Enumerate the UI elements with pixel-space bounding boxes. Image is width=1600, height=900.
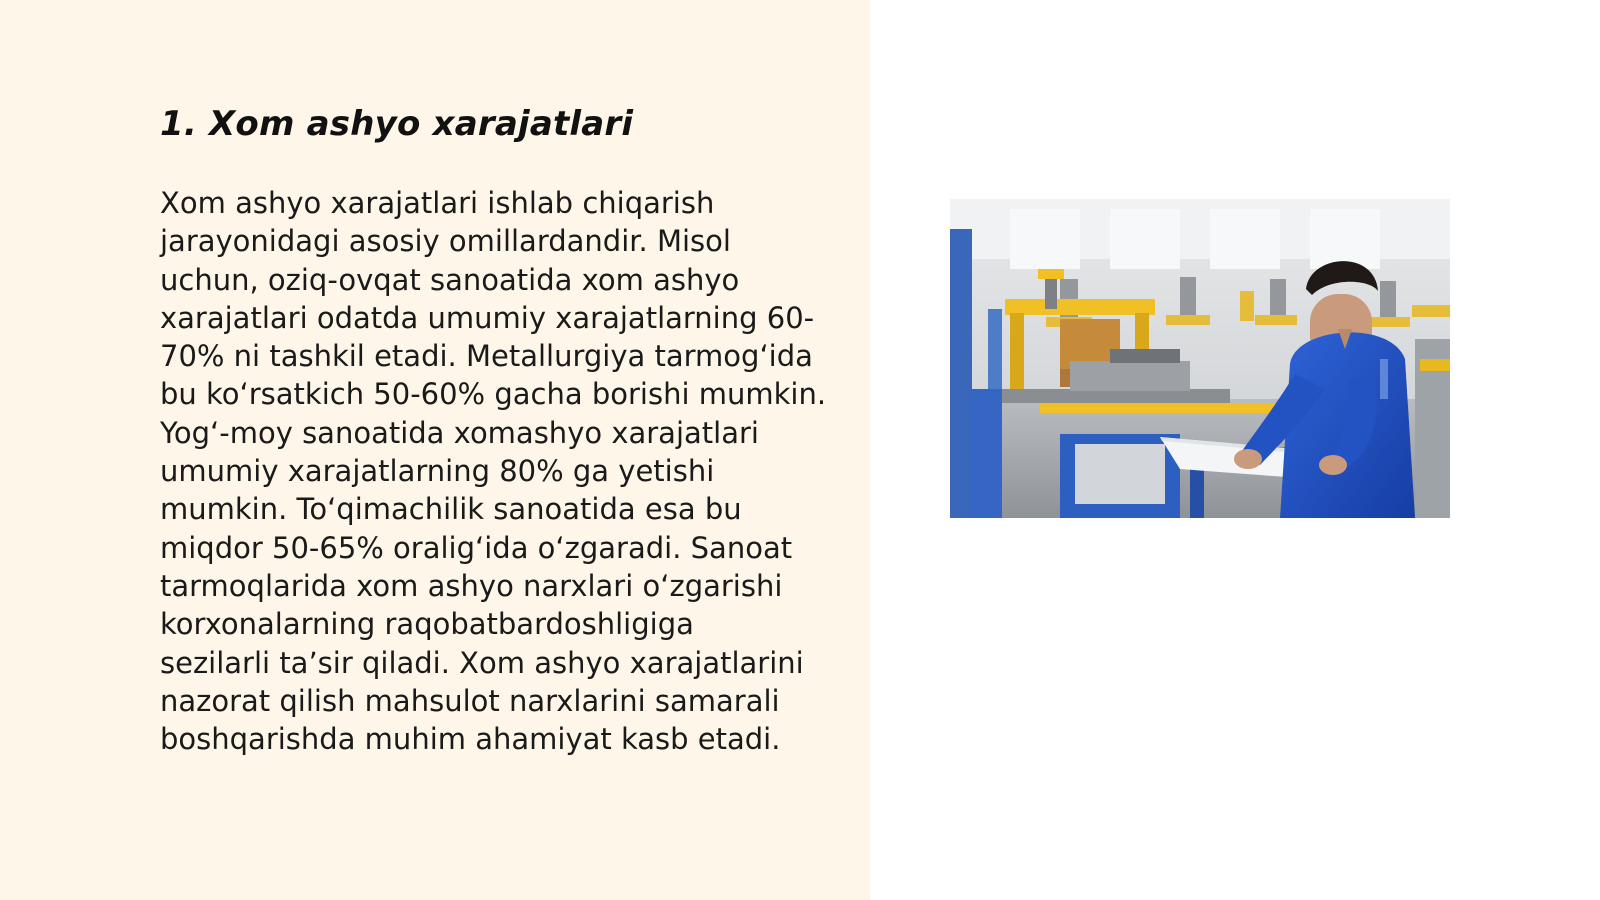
body-line: korxonalarning raqobatbardoshligiga	[160, 607, 694, 642]
body-line: jarayonidagi asosiy omillardandir. Misol	[160, 224, 731, 259]
body-line: xarajatlari odatda umumiy xarajatlarning 60-	[160, 300, 815, 335]
body-line: bu ko‘rsatkich 50-60% gacha borishi mumkin.	[160, 377, 827, 412]
body-line: Yog‘-moy sanoatida xomashyo xarajatlari	[160, 415, 759, 450]
body-line: boshqarishda muhim ahamiyat kasb etadi.	[160, 722, 781, 757]
factory-worker-photo	[950, 199, 1450, 518]
slide-body-text	[160, 184, 850, 758]
body-line: tarmoqlarida xom ashyo narxlari o‘zgarishi	[160, 568, 783, 603]
body-line: Xom ashyo xarajatlari ishlab chiqarish	[160, 186, 715, 220]
body-line: miqdor 50-65% oralig‘ida o‘zgaradi. Sanoat	[160, 530, 793, 565]
slide-title: 1. Xom ashyo xarajatlari	[160, 104, 634, 144]
body-line: 70% ni tashkil etadi. Metallurgiya tarmog‘ida	[160, 339, 813, 374]
photo-illustration	[950, 199, 1450, 518]
body-line: uchun, oziq-ovqat sanoatida xom ashyo	[160, 262, 740, 297]
body-line: sezilarli ta’sir qiladi. Xom ashyo xarajatlarini	[160, 645, 804, 680]
body-line: mumkin. To‘qimachilik sanoatida esa bu	[160, 492, 742, 527]
body-line: nazorat qilish mahsulot narxlarini samarali	[160, 683, 780, 718]
body-line: umumiy xarajatlarning 80% ga yetishi	[160, 454, 715, 489]
